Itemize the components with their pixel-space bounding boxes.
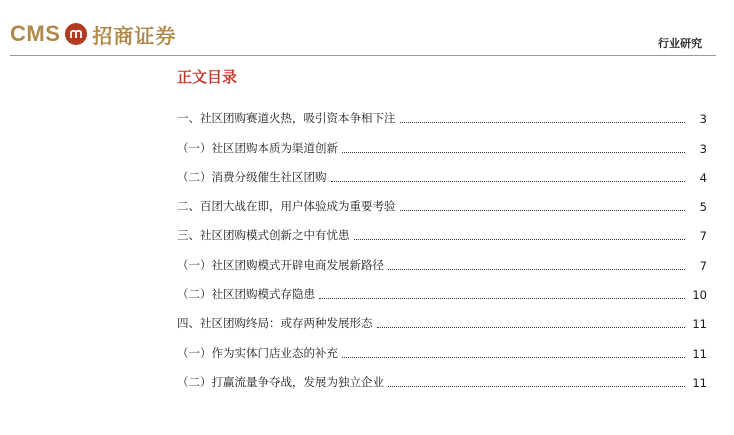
toc-entry[interactable] xyxy=(177,214,707,243)
report-section-label: 行业研究 xyxy=(658,37,702,50)
toc-entry-label: 三、社区团购模式创新之中有忧患 xyxy=(177,228,350,243)
cms-round-logo-icon xyxy=(65,23,87,45)
toc-entry-label: 一、社区团购赛道火热，吸引资本争相下注 xyxy=(177,111,396,126)
toc-entry[interactable] xyxy=(177,273,707,302)
toc-entry[interactable] xyxy=(177,361,707,390)
table-of-contents xyxy=(177,97,707,390)
toc-dot-leader xyxy=(342,152,685,153)
toc-entry[interactable] xyxy=(177,126,707,155)
toc-entry-label: （二）打赢流量争夺战，发展为独立企业 xyxy=(177,374,384,389)
toc-dot-leader xyxy=(388,386,685,387)
toc-entry[interactable] xyxy=(177,156,707,185)
toc-title: 正文目录 xyxy=(177,68,238,86)
header-divider xyxy=(10,55,716,56)
toc-dot-leader xyxy=(342,357,685,358)
toc-entry-label: （一）社区团购模式开辟电商发展新路径 xyxy=(177,257,384,272)
toc-entry-page: 4 xyxy=(699,170,707,185)
toc-entry-label: （一）社区团购本质为渠道创新 xyxy=(177,140,338,155)
toc-entry[interactable] xyxy=(177,331,707,360)
toc-entry[interactable] xyxy=(177,185,707,214)
toc-entry-label: 二、百团大战在即，用户体验成为重要考验 xyxy=(177,199,396,214)
toc-entry-page: 5 xyxy=(699,200,707,215)
toc-entry-page: 7 xyxy=(699,258,707,273)
toc-dot-leader xyxy=(377,327,686,328)
toc-entry-page: 11 xyxy=(692,375,707,390)
toc-entry-label: 四、社区团购终局：或存两种发展形态 xyxy=(177,316,373,331)
toc-entry-label: （一）作为实体门店业态的补充 xyxy=(177,345,338,360)
brand-logo xyxy=(10,17,176,51)
toc-entry-page: 3 xyxy=(699,141,707,156)
toc-dot-leader xyxy=(354,239,686,240)
toc-entry-label: （二）消费分级催生社区团购 xyxy=(177,169,327,184)
toc-entry-label: （二）社区团购模式存隐患 xyxy=(177,287,315,302)
toc-entry[interactable] xyxy=(177,302,707,331)
toc-dot-leader xyxy=(400,122,686,123)
toc-entry[interactable] xyxy=(177,97,707,126)
logo-cms-text: CMS xyxy=(10,21,61,46)
toc-dot-leader xyxy=(319,298,685,299)
toc-dot-leader xyxy=(400,210,686,211)
toc-entry-page: 11 xyxy=(692,317,707,332)
toc-entry-page: 7 xyxy=(699,229,707,244)
toc-entry[interactable] xyxy=(177,243,707,272)
brand-name: 招商证券 xyxy=(92,23,177,48)
toc-entry-page: 10 xyxy=(692,288,707,303)
toc-dot-leader xyxy=(388,269,685,270)
toc-entry-page: 3 xyxy=(699,112,707,127)
toc-dot-leader xyxy=(331,181,686,182)
toc-entry-page: 11 xyxy=(692,346,707,361)
